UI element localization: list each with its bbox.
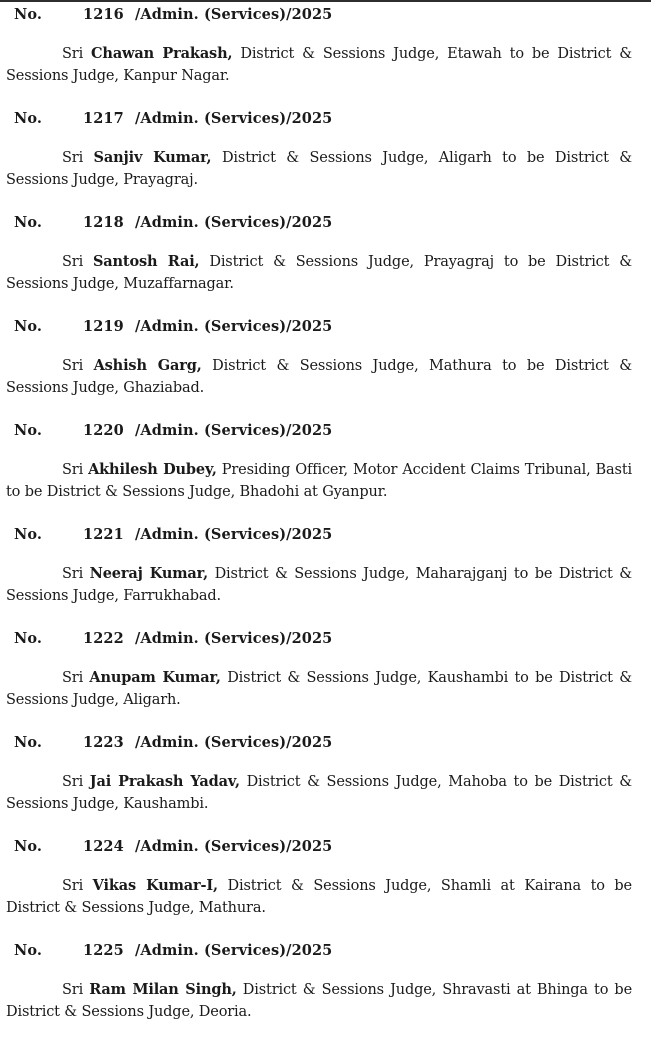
officer-name: Santosh Rai, — [92, 253, 200, 270]
order-suffix: /Admin. (Services)/2025 — [135, 422, 333, 439]
order-text — [6, 355, 632, 399]
officer-name: Akhilesh Dubey, — [88, 461, 217, 478]
posting-text: Presiding Officer, Motor Accident Claims Tribunal, Basti to be District & Sessions Judge, Bhadohi at Gyanpur. — [6, 462, 632, 500]
posting-text: District & Sessions Judge, Maharajganj to be District & Sessions Judge, Farrukhabad. — [6, 566, 632, 604]
order-number-header — [14, 733, 332, 753]
no-label: No. — [14, 734, 43, 751]
order-entry — [0, 520, 651, 624]
order-suffix: /Admin. (Services)/2025 — [135, 318, 333, 335]
officer-name: Ram Milan Singh, — [89, 981, 237, 998]
order-text — [6, 563, 632, 607]
order-number-header — [14, 317, 332, 337]
honorific: Sri — [62, 878, 84, 894]
honorific: Sri — [62, 46, 84, 62]
order-entry — [0, 0, 651, 104]
order-text — [6, 251, 632, 295]
posting-text: District & Sessions Judge, Aligarh to be District & Sessions Judge, Prayagraj. — [6, 150, 632, 188]
posting-text: District & Sessions Judge, Shravasti at Bhinga to be District & Sessions Judge, Deoria. — [6, 982, 632, 1020]
posting-text: District & Sessions Judge, Kaushambi to be District & Sessions Judge, Aligarh. — [6, 670, 632, 708]
order-number-header — [14, 421, 332, 441]
order-number: 1225 — [83, 942, 124, 959]
order-number-header — [14, 525, 332, 545]
order-number-header — [14, 109, 332, 129]
officer-name: Anupam Kumar, — [89, 669, 221, 686]
officer-name: Ashish Garg, — [93, 357, 202, 374]
officer-name: Neeraj Kumar, — [89, 565, 208, 582]
no-label: No. — [14, 942, 43, 959]
order-text — [6, 147, 632, 191]
order-text — [6, 979, 632, 1023]
no-label: No. — [14, 6, 43, 23]
order-text — [6, 43, 632, 87]
order-suffix: /Admin. (Services)/2025 — [135, 110, 333, 127]
order-number-header — [14, 941, 332, 961]
honorific: Sri — [62, 670, 84, 686]
officer-name: Sanjiv Kumar, — [93, 149, 212, 166]
order-text — [6, 459, 632, 503]
posting-text: District & Sessions Judge, Etawah to be District & Sessions Judge, Kanpur Nagar. — [6, 46, 632, 84]
posting-text: District & Sessions Judge, Prayagraj to be District & Sessions Judge, Muzaffarnagar. — [6, 254, 632, 292]
no-label: No. — [14, 318, 43, 335]
honorific: Sri — [62, 254, 84, 270]
order-text — [6, 667, 632, 711]
honorific: Sri — [62, 774, 84, 790]
posting-text: District & Sessions Judge, Shamli at Kairana to be District & Sessions Judge, Mathura. — [6, 878, 632, 916]
no-label: No. — [14, 630, 43, 647]
order-suffix: /Admin. (Services)/2025 — [135, 838, 333, 855]
order-entry — [0, 312, 651, 416]
order-number: 1218 — [83, 214, 124, 231]
officer-name: Chawan Prakash, — [91, 45, 233, 62]
honorific: Sri — [62, 462, 84, 478]
honorific: Sri — [62, 358, 84, 374]
order-number: 1219 — [83, 318, 124, 335]
no-label: No. — [14, 422, 43, 439]
order-number: 1221 — [83, 526, 124, 543]
order-entry — [0, 104, 651, 208]
no-label: No. — [14, 838, 43, 855]
order-number: 1217 — [83, 110, 124, 127]
order-number: 1222 — [83, 630, 124, 647]
order-suffix: /Admin. (Services)/2025 — [135, 734, 333, 751]
order-number-header — [14, 5, 332, 25]
order-number: 1224 — [83, 838, 124, 855]
posting-text: District & Sessions Judge, Mahoba to be District & Sessions Judge, Kaushambi. — [6, 774, 632, 812]
honorific: Sri — [62, 982, 84, 998]
order-suffix: /Admin. (Services)/2025 — [135, 630, 333, 647]
officer-name: Jai Prakash Yadav, — [89, 773, 240, 790]
no-label: No. — [14, 526, 43, 543]
order-suffix: /Admin. (Services)/2025 — [135, 942, 333, 959]
order-entry — [0, 624, 651, 728]
order-number: 1216 — [83, 6, 124, 23]
order-entry — [0, 832, 651, 936]
order-text — [6, 771, 632, 815]
honorific: Sri — [62, 566, 84, 582]
order-suffix: /Admin. (Services)/2025 — [135, 6, 333, 23]
officer-name: Vikas Kumar-I, — [92, 877, 218, 894]
order-entry — [0, 936, 651, 1040]
order-suffix: /Admin. (Services)/2025 — [135, 214, 333, 231]
order-number-header — [14, 837, 332, 857]
order-text — [6, 875, 632, 919]
order-entry — [0, 416, 651, 520]
no-label: No. — [14, 214, 43, 231]
order-number: 1223 — [83, 734, 124, 751]
posting-text: District & Sessions Judge, Mathura to be District & Sessions Judge, Ghaziabad. — [6, 358, 632, 396]
order-entry — [0, 728, 651, 832]
order-entry — [0, 208, 651, 312]
order-number: 1220 — [83, 422, 124, 439]
order-number-header — [14, 629, 332, 649]
no-label: No. — [14, 110, 43, 127]
order-suffix: /Admin. (Services)/2025 — [135, 526, 333, 543]
order-number-header — [14, 213, 332, 233]
honorific: Sri — [62, 150, 84, 166]
